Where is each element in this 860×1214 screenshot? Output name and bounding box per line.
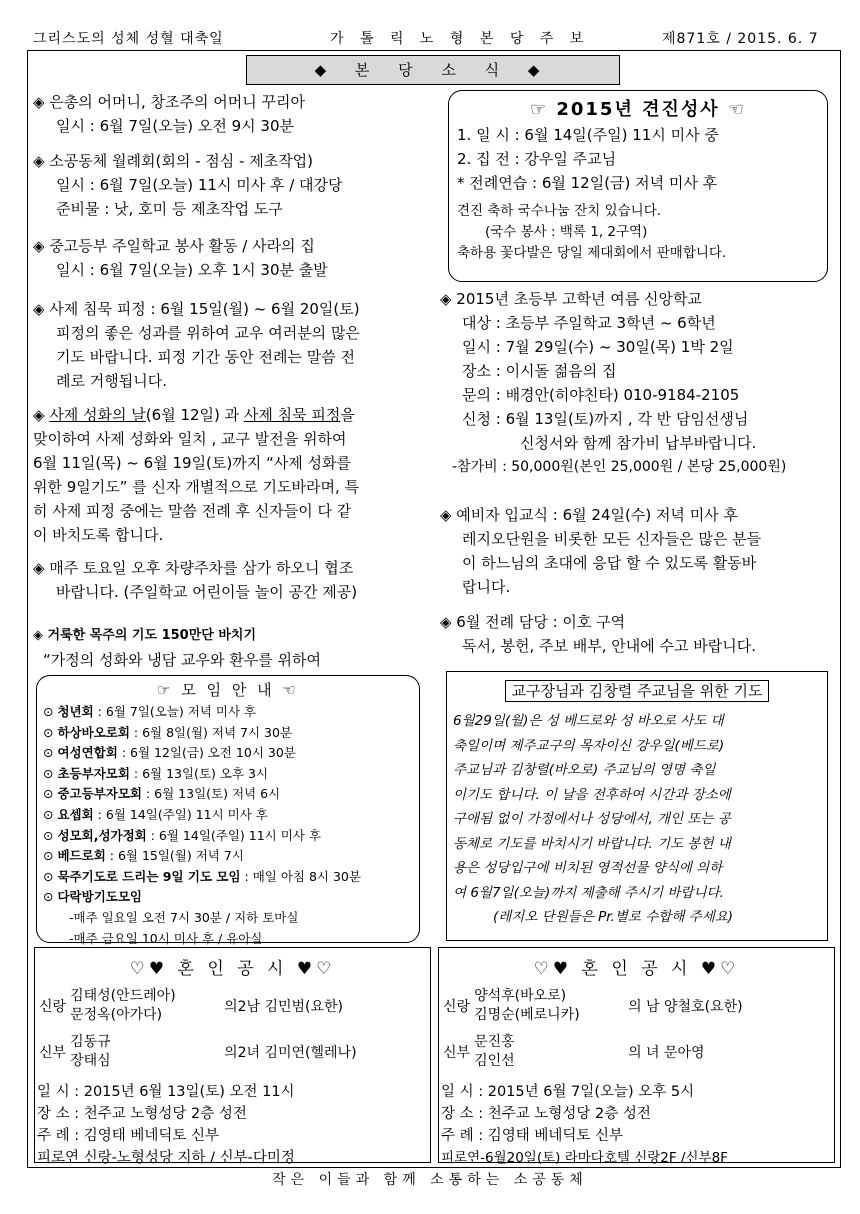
- wedding-place: 장 소 : 천주교 노형성당 2층 성전: [37, 1106, 247, 1122]
- prayer-line: 축일이며 제주교구의 목자이신 강우일(베드로): [453, 737, 725, 754]
- notice-community-items: 준비물 : 낫, 호미 등 제초작업 도구: [56, 200, 283, 218]
- notice-retreat: [33, 297, 360, 393]
- bride-name: 의 녀 문아영: [628, 1045, 705, 1061]
- section-banner: ◆ 본 당 소 식 ◆: [246, 55, 620, 85]
- groom-name: 의 남 양철호(요한): [628, 999, 743, 1015]
- confirmation-details: [449, 123, 827, 195]
- notice-catechumen: [440, 503, 761, 599]
- confirmation-rehearsal: * 전례연습 : 6월 12일(금) 저녁 미사 후: [457, 174, 718, 192]
- notice-community-title: ◈ 소공동체 월례회(회의 - 점심 - 제초작업): [33, 152, 314, 170]
- summer-school-title: ◈ 2015년 초등부 고학년 여름 신앙학교: [440, 290, 702, 308]
- notice-youth-title: ◈ 중고등부 주일학교 봉사 활동 / 사라의 집: [33, 237, 315, 255]
- wedding-box-right: [438, 947, 835, 1166]
- notice-rosary-title: ◈ 거룩한 목주의 기도 150만단 바치기: [33, 628, 257, 643]
- notice-liturgy: [440, 610, 756, 658]
- groom-name: 의2남 김민범(요한): [224, 999, 344, 1015]
- wedding-couple-left: [37, 983, 359, 1075]
- bullet-icon: ⊙: [43, 889, 54, 905]
- prayer-line: 이기도 합니다. 이 날을 전후하여 시간과 장소에: [453, 786, 731, 803]
- groom-father: 양석후(바오로): [474, 988, 567, 1004]
- summer-school-fee: -참가비 : 50,000원(본인 25,000원 / 본당 25,000원): [452, 459, 787, 475]
- prayer-line: 구애됨 없이 가정에서나 성당에서, 개인 또는 공: [453, 811, 731, 827]
- meeting-time: : 매일 아침 8시 30분: [240, 868, 361, 884]
- notice-rosary: [33, 622, 321, 672]
- prayer-line: 용은 성당입구에 비치된 영적선물 양식에 의하: [453, 860, 723, 876]
- prayer-line: 동체로 기도를 바치시기 바랍니다. 기도 봉헌 내: [453, 835, 731, 852]
- meeting-row: [43, 846, 419, 867]
- wedding-reception: 피로연-6월20일(토) 라마다호텔 신랑2F /신부8F: [441, 1150, 728, 1166]
- bullet-icon: ⊙: [43, 765, 54, 781]
- meeting-name: 초등부자모회: [57, 765, 130, 781]
- confirmation-date: 1. 일 시 : 6월 14일(주일) 11시 미사 중: [457, 126, 719, 144]
- confirmation-note: [449, 201, 827, 264]
- bride-parents: [472, 1029, 626, 1075]
- bullet-icon: ⊙: [43, 786, 54, 802]
- meeting-time: : 6월 14일(주일) 11시 미사 후: [93, 806, 268, 822]
- notice-priest-day-head: ◈ 사제 성화의 날(6월 12일) 과 사제 침묵 피정을: [33, 406, 355, 424]
- catechumen-l1: 레지오단원을 비롯한 모든 신자들은 많은 분들: [462, 530, 762, 548]
- prayer-line: (레지오 단원들은 Pr.별로 수합해 주세요): [493, 909, 734, 925]
- prayer-box: [446, 671, 828, 941]
- meeting-row: [43, 784, 419, 805]
- prayer-line: 여 6월7일(오늘)까지 제출해 주시기 바랍니다.: [453, 884, 724, 901]
- notice-retreat-l2: 기도 바랍니다. 피정 기간 동안 전례는 말씀 전: [56, 348, 355, 366]
- wedding-box-left: [34, 947, 431, 1166]
- meeting-time: : 6월 14일(주일) 11시 미사 후: [146, 827, 321, 843]
- wedding-info-right: [439, 1081, 834, 1169]
- wedding-date: 일 시 : 2015년 6월 13일(토) 오전 11시: [37, 1084, 295, 1100]
- summer-school-date: 일시 : 7월 29일(수) ~ 30일(목) 1박 2일: [462, 338, 734, 356]
- priest-day-link: 사제 성화의 날: [49, 406, 146, 424]
- meeting-name: 성모회,성가정회: [57, 827, 147, 843]
- notice-priest-day-l4: 히 사제 피정 중에는 말씀 전례 후 신자들이 다 같: [33, 502, 352, 520]
- bullet-icon: ⊙: [43, 827, 54, 843]
- meeting-time: : 6월 8일(월) 저녁 7시 30분: [129, 724, 293, 740]
- meeting-name: 청년회: [57, 704, 94, 719]
- notice-youth-date: 일시 : 6월 7일(오늘) 오후 1시 30분 출발: [56, 261, 328, 279]
- notice-curia-date: 일시 : 6월 7일(오늘) 오전 9시 30분: [56, 117, 294, 135]
- meeting-time: : 6월 13일(토) 저녁 6시: [142, 786, 281, 802]
- meetings-box: [36, 675, 420, 946]
- notice-priest-day-l1: 맞이하여 사제 성화와 일치 , 교구 발전을 위하여: [33, 430, 347, 448]
- bullet-icon: ⊙: [43, 848, 54, 864]
- meeting-name: 베드로회: [57, 848, 106, 864]
- prayer-line: 6월29일(월)은 성 베드로와 성 바오로 사도 대: [453, 713, 724, 729]
- notice-priest-day-l2: 6월 11일(목) ~ 6월 19일(토)까지 “사제 성화를: [33, 454, 351, 472]
- meeting-row: [43, 826, 419, 847]
- groom-parents: [472, 983, 626, 1029]
- meetings-list: [37, 702, 419, 949]
- confirmation-box: [448, 90, 828, 282]
- bride-name: 의2녀 김미연(헬레나): [224, 1045, 357, 1061]
- bullet-icon: ⊙: [43, 868, 54, 884]
- bride-mother: 김인선: [474, 1053, 515, 1069]
- meetings-title: ☞ 모 임 안 내 ☜: [157, 681, 299, 699]
- notice-priest-day-l5: 이 바치도록 합니다.: [33, 526, 164, 544]
- meeting-row: [43, 887, 419, 908]
- meeting-row: [43, 723, 419, 744]
- meeting-name: 하상바오로회: [57, 724, 130, 740]
- wedding-title-left: ♡♥ 혼 인 공 시 ♥♡: [129, 959, 336, 979]
- bride-father: 문진홍: [474, 1034, 515, 1050]
- bullet-icon: ⊙: [43, 724, 54, 740]
- bride-parents: [68, 1029, 222, 1075]
- wedding-place: 장 소 : 천주교 노형성당 2층 성전: [441, 1106, 651, 1122]
- groom-mother: 문정옥(아가다): [70, 1007, 163, 1023]
- notice-priest-day-l3: 위한 9일기도” 를 신자 개별적으로 기도바라며, 특: [33, 478, 360, 496]
- notice-retreat-l1: 피정의 좋은 성과를 위하여 교우 여러분의 많은: [56, 324, 360, 342]
- wedding-officiant: 주 례 : 김영태 베네딕토 신부: [441, 1128, 624, 1144]
- confirmation-note-2: (국수 봉사 : 백록 1, 2구역): [485, 224, 648, 240]
- notice-curia-title: ◈ 은총의 어머니, 창조주의 어머니 꾸리아: [33, 93, 305, 111]
- bride-mother: 장태심: [70, 1053, 111, 1069]
- notice-parking-title: ◈ 매주 토요일 오후 차량주차를 삼가 하오니 협조: [33, 559, 354, 577]
- bullet-icon: ⊙: [43, 806, 54, 822]
- bride-label: 신부: [443, 1045, 471, 1061]
- meeting-name: 묵주기도로 드리는 9일 기도 모임: [57, 868, 241, 884]
- notice-youth: [33, 234, 328, 282]
- notice-parking-detail: 바랍니다. (주일학교 어린이들 놀이 공간 제공): [56, 583, 358, 601]
- header-left: 그리스도의 성체 성혈 대축일: [33, 31, 224, 47]
- meeting-time: : 6월 7일(오늘) 저녁 미사 후: [93, 704, 257, 719]
- confirmation-note-1: 견진 축하 국수나눔 잔치 있습니다.: [457, 203, 662, 219]
- notice-curia: [33, 90, 305, 138]
- groom-parents: [68, 983, 222, 1029]
- groom-label: 신랑: [443, 999, 471, 1015]
- notice-community: [33, 149, 343, 221]
- meeting-row: [43, 805, 419, 826]
- meeting-time: : 6월 15일(월) 저녁 7시: [105, 848, 244, 864]
- meeting-sub: -매주 금요일 10시 미사 후 / 유아실: [69, 930, 263, 946]
- priest-day-date: (6월 12일) 과: [145, 406, 244, 424]
- notice-summer-school: [440, 287, 786, 479]
- meeting-row: [43, 764, 419, 785]
- meeting-time: : 6월 13일(토) 오후 3시: [129, 765, 269, 781]
- bullet-icon: ⊙: [43, 704, 54, 719]
- wedding-title-right: ♡♥ 혼 인 공 시 ♥♡: [533, 959, 740, 979]
- catechumen-title: ◈ 예비자 입교식 : 6월 24일(수) 저녁 미사 후: [440, 506, 738, 524]
- prayer-title: 교구장님과 김창렬 주교님을 위한 기도: [505, 680, 770, 702]
- meeting-name: 요셉회: [57, 806, 94, 822]
- summer-school-contact: 문의 : 배경안(히야친타) 010-9184-2105: [462, 386, 740, 404]
- meeting-name: 여성연합회: [57, 745, 118, 761]
- notice-priest-day: [33, 403, 359, 547]
- liturgy-title: ◈ 6월 전례 담당 : 이호 구역: [440, 613, 626, 631]
- bride-father: 김동규: [70, 1034, 111, 1050]
- groom-mother: 김명순(베로니카): [474, 1007, 580, 1023]
- meeting-time: : 6월 12일(금) 오전 10시 30분: [117, 745, 296, 761]
- summer-school-place: 장소 : 이시돌 젊음의 집: [462, 362, 617, 380]
- prayer-line: 주교님과 김창렬(바오로) 주교님의 영명 축일: [453, 762, 716, 778]
- wedding-date: 일 시 : 2015년 6월 7일(오늘) 오후 5시: [441, 1084, 695, 1100]
- catechumen-l2: 이 하느님의 초대에 응답 할 수 있도록 활동바: [462, 554, 757, 572]
- summer-school-apply: 신청 : 6월 13일(토)까지 , 각 반 담임선생님: [462, 410, 749, 428]
- wedding-reception: 피로연 신랑-노형성당 지하 / 신부-다미정: [37, 1150, 295, 1166]
- prayer-text: [447, 709, 827, 930]
- wedding-couple-right: [441, 983, 745, 1075]
- bullet-icon: ⊙: [43, 745, 54, 761]
- priest-retreat-link: 사제 침묵 피정: [243, 406, 341, 424]
- wedding-info-left: [35, 1081, 430, 1169]
- notice-parking: [33, 556, 357, 604]
- priest-day-tail: 을: [340, 406, 355, 424]
- notice-rosary-intent: “가정의 성화와 냉담 교우와 환우를 위하여: [43, 651, 321, 669]
- summer-school-target: 대상 : 초등부 주일학교 3학년 ~ 6학년: [462, 314, 716, 332]
- summer-school-apply-2: 신청서와 함께 참가비 납부바랍니다.: [520, 434, 757, 452]
- notice-community-date: 일시 : 6월 7일(오늘) 11시 미사 후 / 대강당: [56, 176, 343, 194]
- meeting-row: [43, 867, 419, 888]
- liturgy-detail: 독서, 봉헌, 주보 배부, 안내에 수고 바랍니다.: [462, 637, 757, 655]
- header-center: 가 톨 릭 노 형 본 당 주 보: [330, 31, 590, 47]
- footer-slogan: 작은 이들과 함께 소통하는 소공동체: [272, 1172, 588, 1188]
- meeting-row: [43, 743, 419, 764]
- wedding-officiant: 주 례 : 김영태 베네딕토 신부: [37, 1128, 220, 1144]
- confirmation-celebrant: 2. 집 전 : 강우일 주교님: [457, 150, 617, 168]
- meeting-sub: -매주 일요일 오전 7시 30분 / 지하 토마실: [69, 909, 299, 925]
- meeting-name: 중고등부자모회: [57, 786, 142, 802]
- notice-retreat-title: ◈ 사제 침묵 피정 : 6월 15일(월) ~ 6월 20일(토): [33, 300, 360, 318]
- groom-label: 신랑: [39, 999, 67, 1015]
- confirmation-note-3: 축하용 꽃다발은 당일 제대회에서 판매합니다.: [457, 245, 727, 261]
- notice-retreat-l3: 례로 거행됩니다.: [56, 372, 167, 390]
- meeting-name: 다락방기도모임: [57, 889, 142, 905]
- prayer-title-wrap: [447, 680, 827, 701]
- meeting-row: [43, 702, 419, 723]
- groom-father: 김태성(안드레아): [70, 988, 176, 1004]
- bride-label: 신부: [39, 1045, 67, 1061]
- confirmation-title: ☞ 2015년 견진성사 ☜: [529, 99, 747, 120]
- catechumen-l3: 랍니다.: [462, 578, 511, 596]
- header-right: 제871호 / 2015. 6. 7: [662, 31, 819, 47]
